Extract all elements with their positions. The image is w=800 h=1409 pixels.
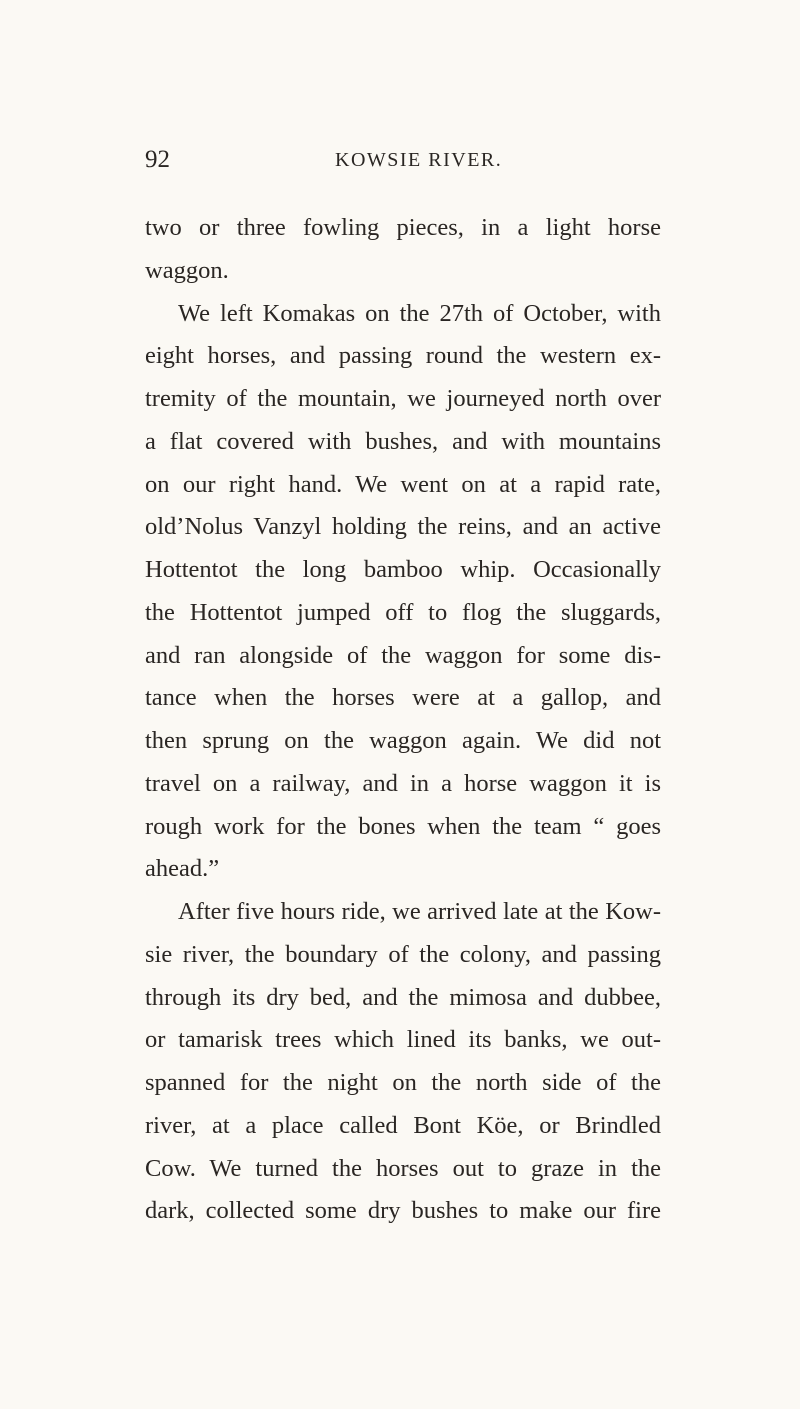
text-line: After five hours ride, we arrived late at the Kow- xyxy=(178,898,661,925)
text-line: two or three fowling pieces, in a light horse xyxy=(145,214,661,241)
text-line: and ran alongside of the waggon for some dis- xyxy=(145,641,661,669)
text-line: dark, collected some dry bushes to make our fire xyxy=(145,1197,661,1225)
text-line: on our right hand. We went on at a rapid rate, xyxy=(145,470,661,498)
text-line: river, at a place called Bont Köe, or Brindled xyxy=(145,1111,661,1139)
text-line: through its dry bed, and the mimosa and dubbee, xyxy=(145,983,661,1011)
text-line: the Hottentot jumped off to flog the sluggards, xyxy=(145,598,661,626)
text-line: travel on a railway, and in a horse waggon it is xyxy=(145,769,661,797)
text-line: Hottentot the long bamboo whip. Occasionally xyxy=(145,556,661,583)
text-line: tremity of the mountain, we journeyed north over xyxy=(145,385,661,412)
page-number: 92 xyxy=(145,146,170,173)
text-line: a flat covered with bushes, and with mountains xyxy=(145,427,661,455)
text-line: sie river, the boundary of the colony, and passing xyxy=(145,940,661,968)
text-line: or tamarisk trees which lined its banks, we out- xyxy=(145,1026,661,1054)
text-line: ahead.” xyxy=(145,855,220,883)
text-line: eight horses, and passing round the western ex- xyxy=(145,342,661,370)
chapter-header-title: KOWSIE RIVER. xyxy=(335,149,503,171)
text-line: waggon. xyxy=(145,256,229,284)
text-line: We left Komakas on the 27th of October, with xyxy=(178,299,661,327)
text-line: tance when the horses were at a gallop, and xyxy=(145,684,661,712)
text-line: Cow. We turned the horses out to graze in the xyxy=(145,1154,661,1182)
text-line: old’Nolus Vanzyl holding the reins, and an active xyxy=(145,513,661,541)
running-head xyxy=(145,145,661,175)
text-line: then sprung on the waggon again. We did not xyxy=(145,727,661,754)
text-line: spanned for the night on the north side of the xyxy=(145,1069,661,1096)
text-line: rough work for the bones when the team “ goes xyxy=(145,812,661,840)
body-text xyxy=(145,207,661,1233)
